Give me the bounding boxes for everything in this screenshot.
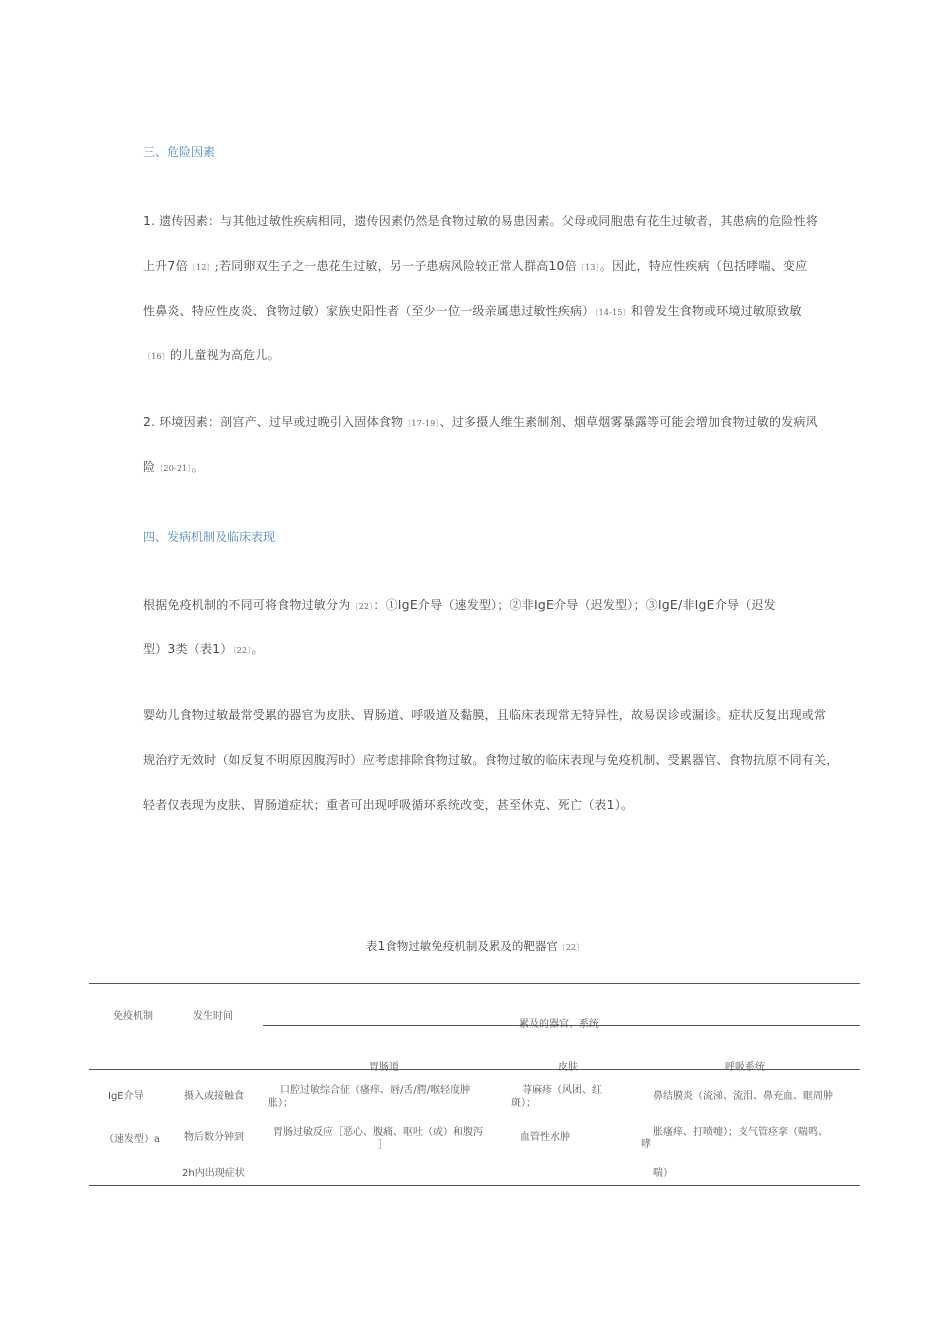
paragraph-clinical-line-3 (143, 796, 633, 813)
table-cell-onset-line-1: 摄入或接触食 (184, 1091, 244, 1102)
table-header-gi: 胃肠道 (369, 1062, 399, 1073)
text: 食物过敏免疫机制及累及的靶器官 (385, 939, 558, 953)
text: 内出现症状 (194, 1168, 245, 1179)
text: 、过多摄人维生素制剂、烟草烟雾暴露等可能会增加食物过敏的发病风 (439, 415, 818, 429)
text: 轻者仅表现为皮肤、胃肠道症状；重者可出现呼吸循环系统改变，甚至休克、死亡（表 (143, 798, 607, 812)
table-cell-gi-line-4: ］ (378, 1140, 388, 1151)
text: . 遗传因素：与其他过敏性疾病相同，遗传因素仍然是食物过敏的易患因素。父母或同胞患有花生过敏者，其患病的危险性将 (151, 214, 818, 228)
citation: 〔20-21〕 (155, 464, 192, 473)
term-ige: IgE (397, 597, 418, 612)
paragraph-genetic-line-1 (143, 212, 818, 229)
text: 表 (365, 939, 378, 953)
text: ）。 (614, 798, 634, 812)
table-cell-skin-line-3: 血管性水肿 (520, 1132, 570, 1143)
table-header-onset: 发生时间 (193, 1011, 233, 1022)
table-cell-onset-line-2: 物后数分钟到 (184, 1132, 244, 1143)
text: . 环境因素：剖宫产、过早或过晚引入固体食物 (151, 415, 404, 429)
text: 倍 (564, 259, 577, 273)
text: 。因此，特应性疾病（包括哮喘、变应 (599, 259, 808, 273)
text: 性鼻炎、特应性皮炎、食物过敏）家族史阳性者（至少一位一级亲属患过敏性疾病） (143, 304, 595, 318)
number: 1 (212, 641, 221, 656)
table-cell-gi-line-2: 胀）； (268, 1098, 293, 1109)
text: ：① (373, 598, 398, 612)
text: 。 (191, 460, 204, 474)
text: 介导（速发型）；②非 (417, 598, 534, 612)
term-ige: IgE (533, 597, 555, 612)
table-cell-skin-line-1: 荨麻疹（风团、红 (522, 1085, 602, 1096)
term-ige: IgE (108, 1091, 124, 1102)
table-cell-resp-line-1: 鼻结膜炎（流涕、流泪、鼻充血、眶周肿 (653, 1091, 833, 1102)
citation: 〔17-19〕 (403, 419, 440, 428)
citation: 〔13〕 (576, 263, 600, 272)
text: ） (220, 642, 233, 656)
text: ;若同卵双生子之一患花生过敏，另一子患病风险较正常人群高 (214, 259, 549, 273)
text: 的儿童视为高危儿。 (169, 348, 280, 362)
paragraph-genetic-line-2 (143, 257, 807, 274)
term-ige: IgE/ (657, 597, 683, 612)
table-cell-gi-line-1: 口腔过敏综合征（瘙痒、唇/舌/腭/喉轻度肿 (280, 1085, 471, 1096)
text: 介导（迟发 (714, 598, 776, 612)
table-cell-resp-line-2-prefix: 哮 (641, 1139, 651, 1150)
table-cell-onset-line-3 (182, 1164, 245, 1179)
table-bottom-rule (89, 1185, 860, 1186)
table-header-respiratory: 呼吸系统 (725, 1062, 765, 1073)
table-header-skin: 皮肤 (558, 1062, 578, 1073)
text: 根据免疫机制的不同可将食物过敏分为 (143, 598, 351, 612)
text: 非 (682, 598, 695, 612)
citation: 〔14-15〕 (594, 308, 631, 317)
paragraph-environment-line-2 (143, 458, 204, 475)
table-cell-skin-line-2: 斑）； (511, 1098, 536, 1109)
section-heading-pathogenesis: 四、发病机制及临床表现 (143, 530, 276, 544)
number: 7 (167, 258, 176, 273)
section-heading-risk-factors: 三、危险因素 (143, 145, 216, 159)
text: 类（表 (175, 642, 213, 656)
paragraph-environment-line-1 (143, 413, 818, 430)
paragraph-mechanism-line-1 (143, 596, 776, 613)
table-cell-mechanism-line-1 (108, 1087, 144, 1102)
list-number: 1 (143, 213, 152, 228)
text: 。 (251, 642, 264, 656)
text: 险 (143, 460, 156, 474)
table-caption (0, 938, 950, 954)
number: 10 (548, 258, 565, 273)
citation: 〔12〕 (187, 263, 215, 272)
text: 型） (143, 642, 168, 656)
list-number: 2 (143, 414, 152, 429)
text: 介导 (123, 1091, 144, 1102)
table-cell-gi-line-3: 胃肠过敏反应［恶心、腹痛、呕吐（或）和腹泻 (273, 1127, 483, 1138)
citation: 〔22〕 (350, 602, 374, 611)
table-cell-resp-line-3: 喘） (653, 1168, 673, 1179)
text: 介导（迟发型）；③ (554, 598, 658, 612)
table-header-organs: 累及的器官、系统 (519, 1019, 599, 1030)
term-ige: IgE (694, 597, 715, 612)
text: 和曾发生食物或环境过敏原致敏 (630, 304, 802, 318)
paragraph-genetic-line-4 (143, 346, 280, 363)
table-header-mechanism: 免疫机制 (113, 1011, 153, 1022)
number: 1 (377, 938, 386, 953)
text: 倍 (175, 259, 188, 273)
citation: 〔22〕 (232, 646, 252, 655)
citation: 〔22〕 (557, 943, 585, 952)
paragraph-clinical-line-1: 婴幼儿食物过敏最常受累的器官为皮肤、胃肠道、呼吸道及黏膜，且临床表现常无特异性，故易误诊或漏诊。症状反复出现或常 (143, 708, 827, 722)
text: 上升 (143, 259, 168, 273)
number: 3 (167, 641, 176, 656)
paragraph-clinical-line-2: 规治疗无效时（如反复不明原因腹泻时）应考虑排除食物过敏。食物过敏的临床表现与免疫机制、受累器官、食物抗原不同有关， (143, 753, 839, 767)
table-cell-resp-line-2: 胀瘙痒、打喷嚏）；支气管痉挛（喘鸣、 (653, 1127, 828, 1138)
number: 1 (606, 797, 615, 812)
paragraph-genetic-line-3 (143, 302, 802, 319)
table-cell-mechanism-line-2: （速发型）a (104, 1134, 160, 1145)
table-top-rule (89, 983, 860, 984)
paragraph-mechanism-line-2 (143, 640, 264, 657)
citation: 〔16〕 (143, 352, 170, 361)
number: 2h (182, 1168, 195, 1179)
